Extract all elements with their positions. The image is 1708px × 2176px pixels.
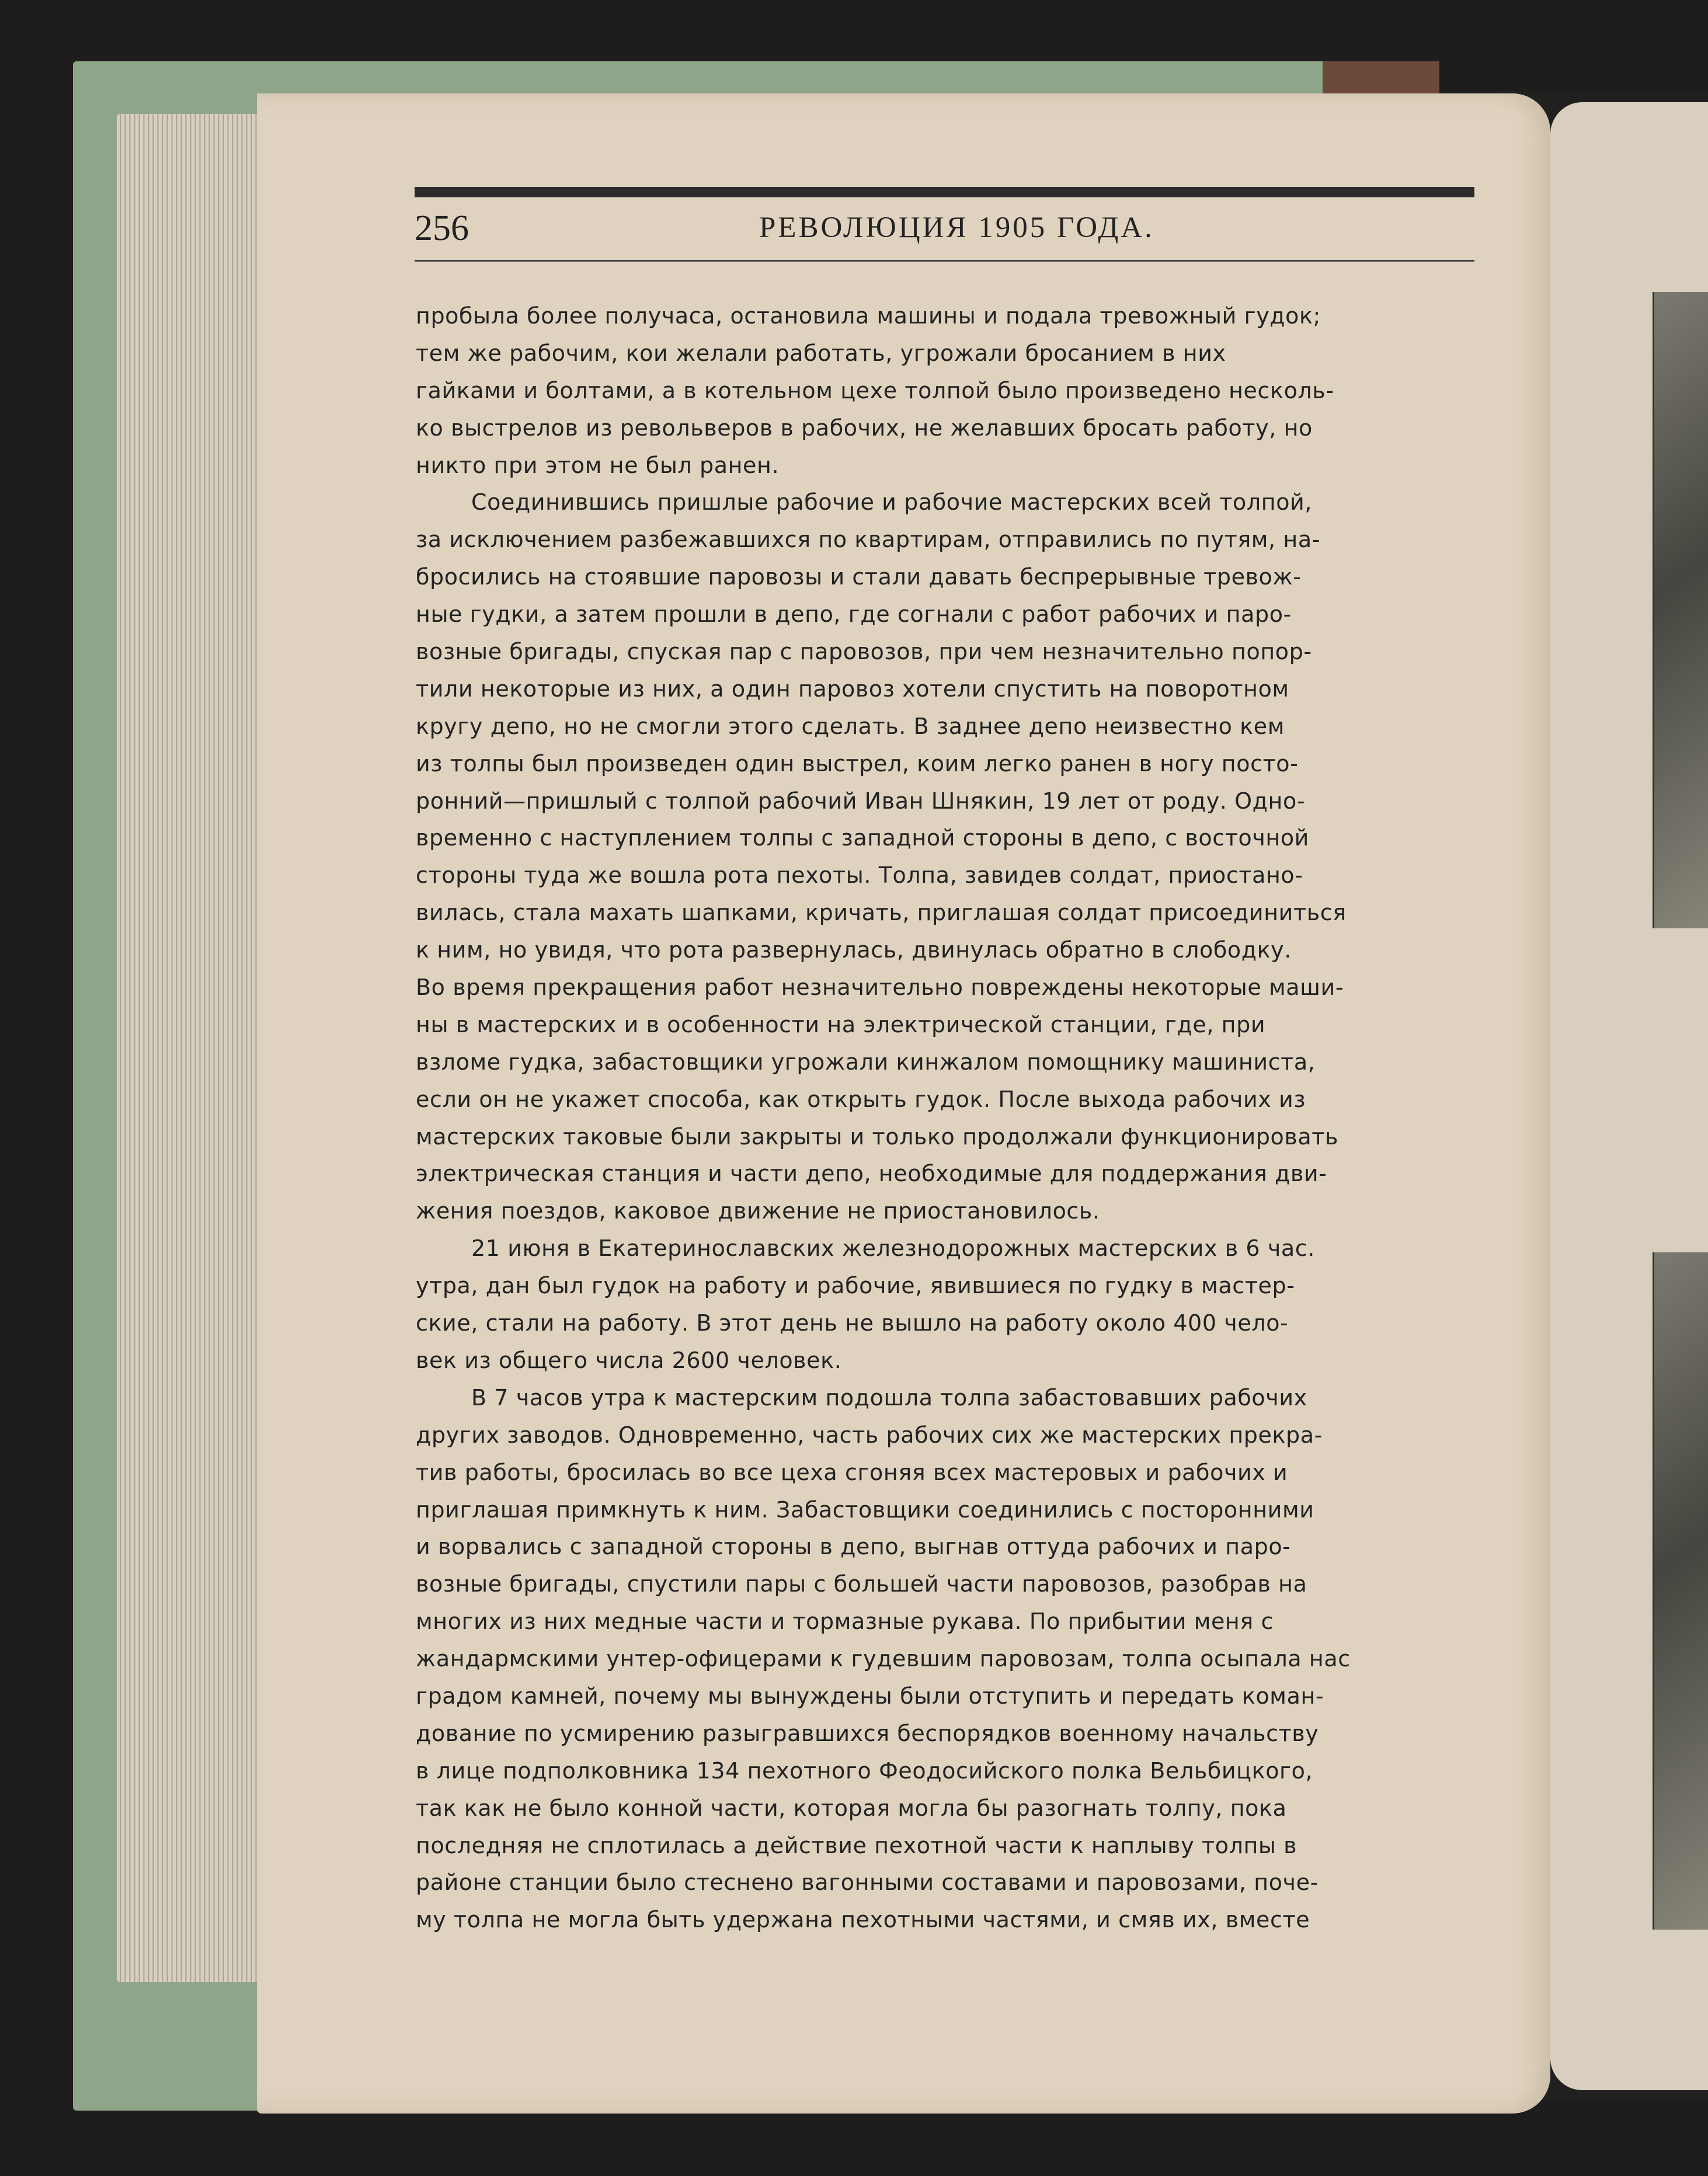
cover-spine-strip: [1323, 61, 1439, 93]
running-head: РЕВОЛЮЦИЯ 1905 ГОДА.: [759, 211, 1154, 244]
text-line: электрическая станция и части депо, необходимые для поддержания дви-: [416, 1161, 1327, 1187]
text-line: дование по усмирению разыгравшихся беспорядков военному начальству: [416, 1720, 1319, 1746]
text-line: взломе гудка, забастовщики угрожали кинжалом помощнику машиниста,: [416, 1049, 1316, 1075]
text-line: му толпа не могла быть удержана пехотными частями, и смяв их, вместе: [416, 1907, 1310, 1933]
text-line: и ворвались с западной стороны в депо, выгнав оттуда рабочих и паро-: [416, 1534, 1291, 1560]
facing-page-photo-top: [1653, 292, 1708, 928]
text-line: бросились на стоявшие паровозы и стали давать беспрерывные тревож-: [416, 564, 1302, 590]
text-line: жения поездов, каковое движение не приостановилось.: [416, 1198, 1100, 1224]
text-line: утра, дан был гудок на работу и рабочие, явившиеся по гудку в мастер-: [416, 1273, 1295, 1299]
text-line: тем же рабочим, кои желали работать, угрожали бросанием в них: [416, 340, 1226, 366]
text-line: жандармскими унтер-офицерами к гудевшим паровозам, толпа осыпала нас: [416, 1646, 1351, 1672]
text-line: Во время прекращения работ незначительно повреждены некоторые маши-: [416, 974, 1344, 1001]
text-line: других заводов. Одновременно, часть рабочих сих же мастерских прекра-: [416, 1422, 1323, 1448]
text-line: последняя не сплотилась а действие пехотной части к наплыву толпы в: [416, 1832, 1297, 1858]
text-line: за исключением разбежавшихся по квартирам, отправились по путям, на-: [416, 527, 1321, 553]
text-line: кругу депо, но не смогли этого сделать. В заднее депо неизвестно кем: [416, 713, 1285, 739]
text-line: временно с наступлением толпы с западной стороны в депо, с восточной: [416, 825, 1309, 851]
text-line: ко выстрелов из револьверов в рабочих, не желавших бросать работу, но: [416, 415, 1313, 441]
text-line: возные бригады, спустили пары с большей части паровозов, разобрав на: [416, 1571, 1307, 1597]
body-text: [416, 298, 1481, 1939]
text-line: В 7 часов утра к мастерским подошла толпа забастовавших рабочих: [471, 1384, 1307, 1411]
text-line: никто при этом не был ранен.: [416, 452, 780, 478]
header-thin-rule: [415, 260, 1474, 262]
text-line: стороны туда же вошла рота пехоты. Толпа, завидев солдат, приостано-: [416, 862, 1303, 889]
text-line: гайками и болтами, а в котельном цехе толпой было произведено несколь-: [416, 377, 1334, 403]
text-line: так как не было конной части, которая могла бы разогнать толпу, пока: [416, 1795, 1287, 1821]
text-line: многих из них медные части и тормазные рукава. По прибытии меня с: [416, 1609, 1274, 1635]
text-line: Соединившись пришлые рабочие и рабочие мастерских всей толпой,: [471, 489, 1313, 516]
text-line: век из общего числа 2600 человек.: [416, 1347, 842, 1373]
text-line: ронний—пришлый с толпой рабочий Иван Шнякин, 19 лет от роду. Одно-: [416, 788, 1306, 814]
text-line: приглашая примкнуть к ним. Забастовщики соединились с посторонними: [416, 1496, 1314, 1523]
text-line: к ним, но увидя, что рота развернулась, двинулась обратно в слободку.: [416, 937, 1292, 963]
text-line: районе станции было стеснено вагонными составами и паровозами, поче-: [416, 1869, 1319, 1896]
text-line: тили некоторые из них, а один паровоз хотели спустить на поворотном: [416, 676, 1289, 702]
text-line: 21 июня в Екатеринославских железнодорожных мастерских в 6 час.: [471, 1235, 1315, 1262]
text-line: если он не укажет способа, как открыть гудок. После выхода рабочих из: [416, 1086, 1306, 1112]
text-line: вилась, стала махать шапками, кричать, приглашая солдат присоединиться: [416, 900, 1347, 926]
text-line: в лице подполковника 134 пехотного Феодосийского полка Вельбицкого,: [416, 1757, 1313, 1784]
text-line: пробыла более получаса, остановила машины и подала тревожный гудок;: [416, 303, 1321, 329]
page-number: 256: [415, 208, 469, 248]
facing-page-photo-bottom: [1653, 1252, 1708, 1930]
text-line: ские, стали на работу. В этот день не вышло на работу около 400 чело-: [416, 1310, 1289, 1336]
text-line: из толпы был произведен один выстрел, коим легко ранен в ногу посто-: [416, 750, 1299, 777]
text-line: мастерских таковые были закрыты и только продолжали функционировать: [416, 1123, 1338, 1150]
text-line: тив работы, бросилась во все цеха сгоняя всех мастеровых и рабочих и: [416, 1459, 1288, 1485]
text-line: ны в мастерских и в особенности на электрической станции, где, при: [416, 1011, 1266, 1037]
header-thick-rule: [415, 187, 1474, 197]
text-line: градом камней, почему мы вынуждены были отступить и передать коман-: [416, 1683, 1324, 1709]
text-line: ные гудки, а затем прошли в депо, где согнали с работ рабочих и паро-: [416, 601, 1292, 628]
text-line: возные бригады, спуская пар с паровозов, при чем незначительно попор-: [416, 639, 1312, 665]
